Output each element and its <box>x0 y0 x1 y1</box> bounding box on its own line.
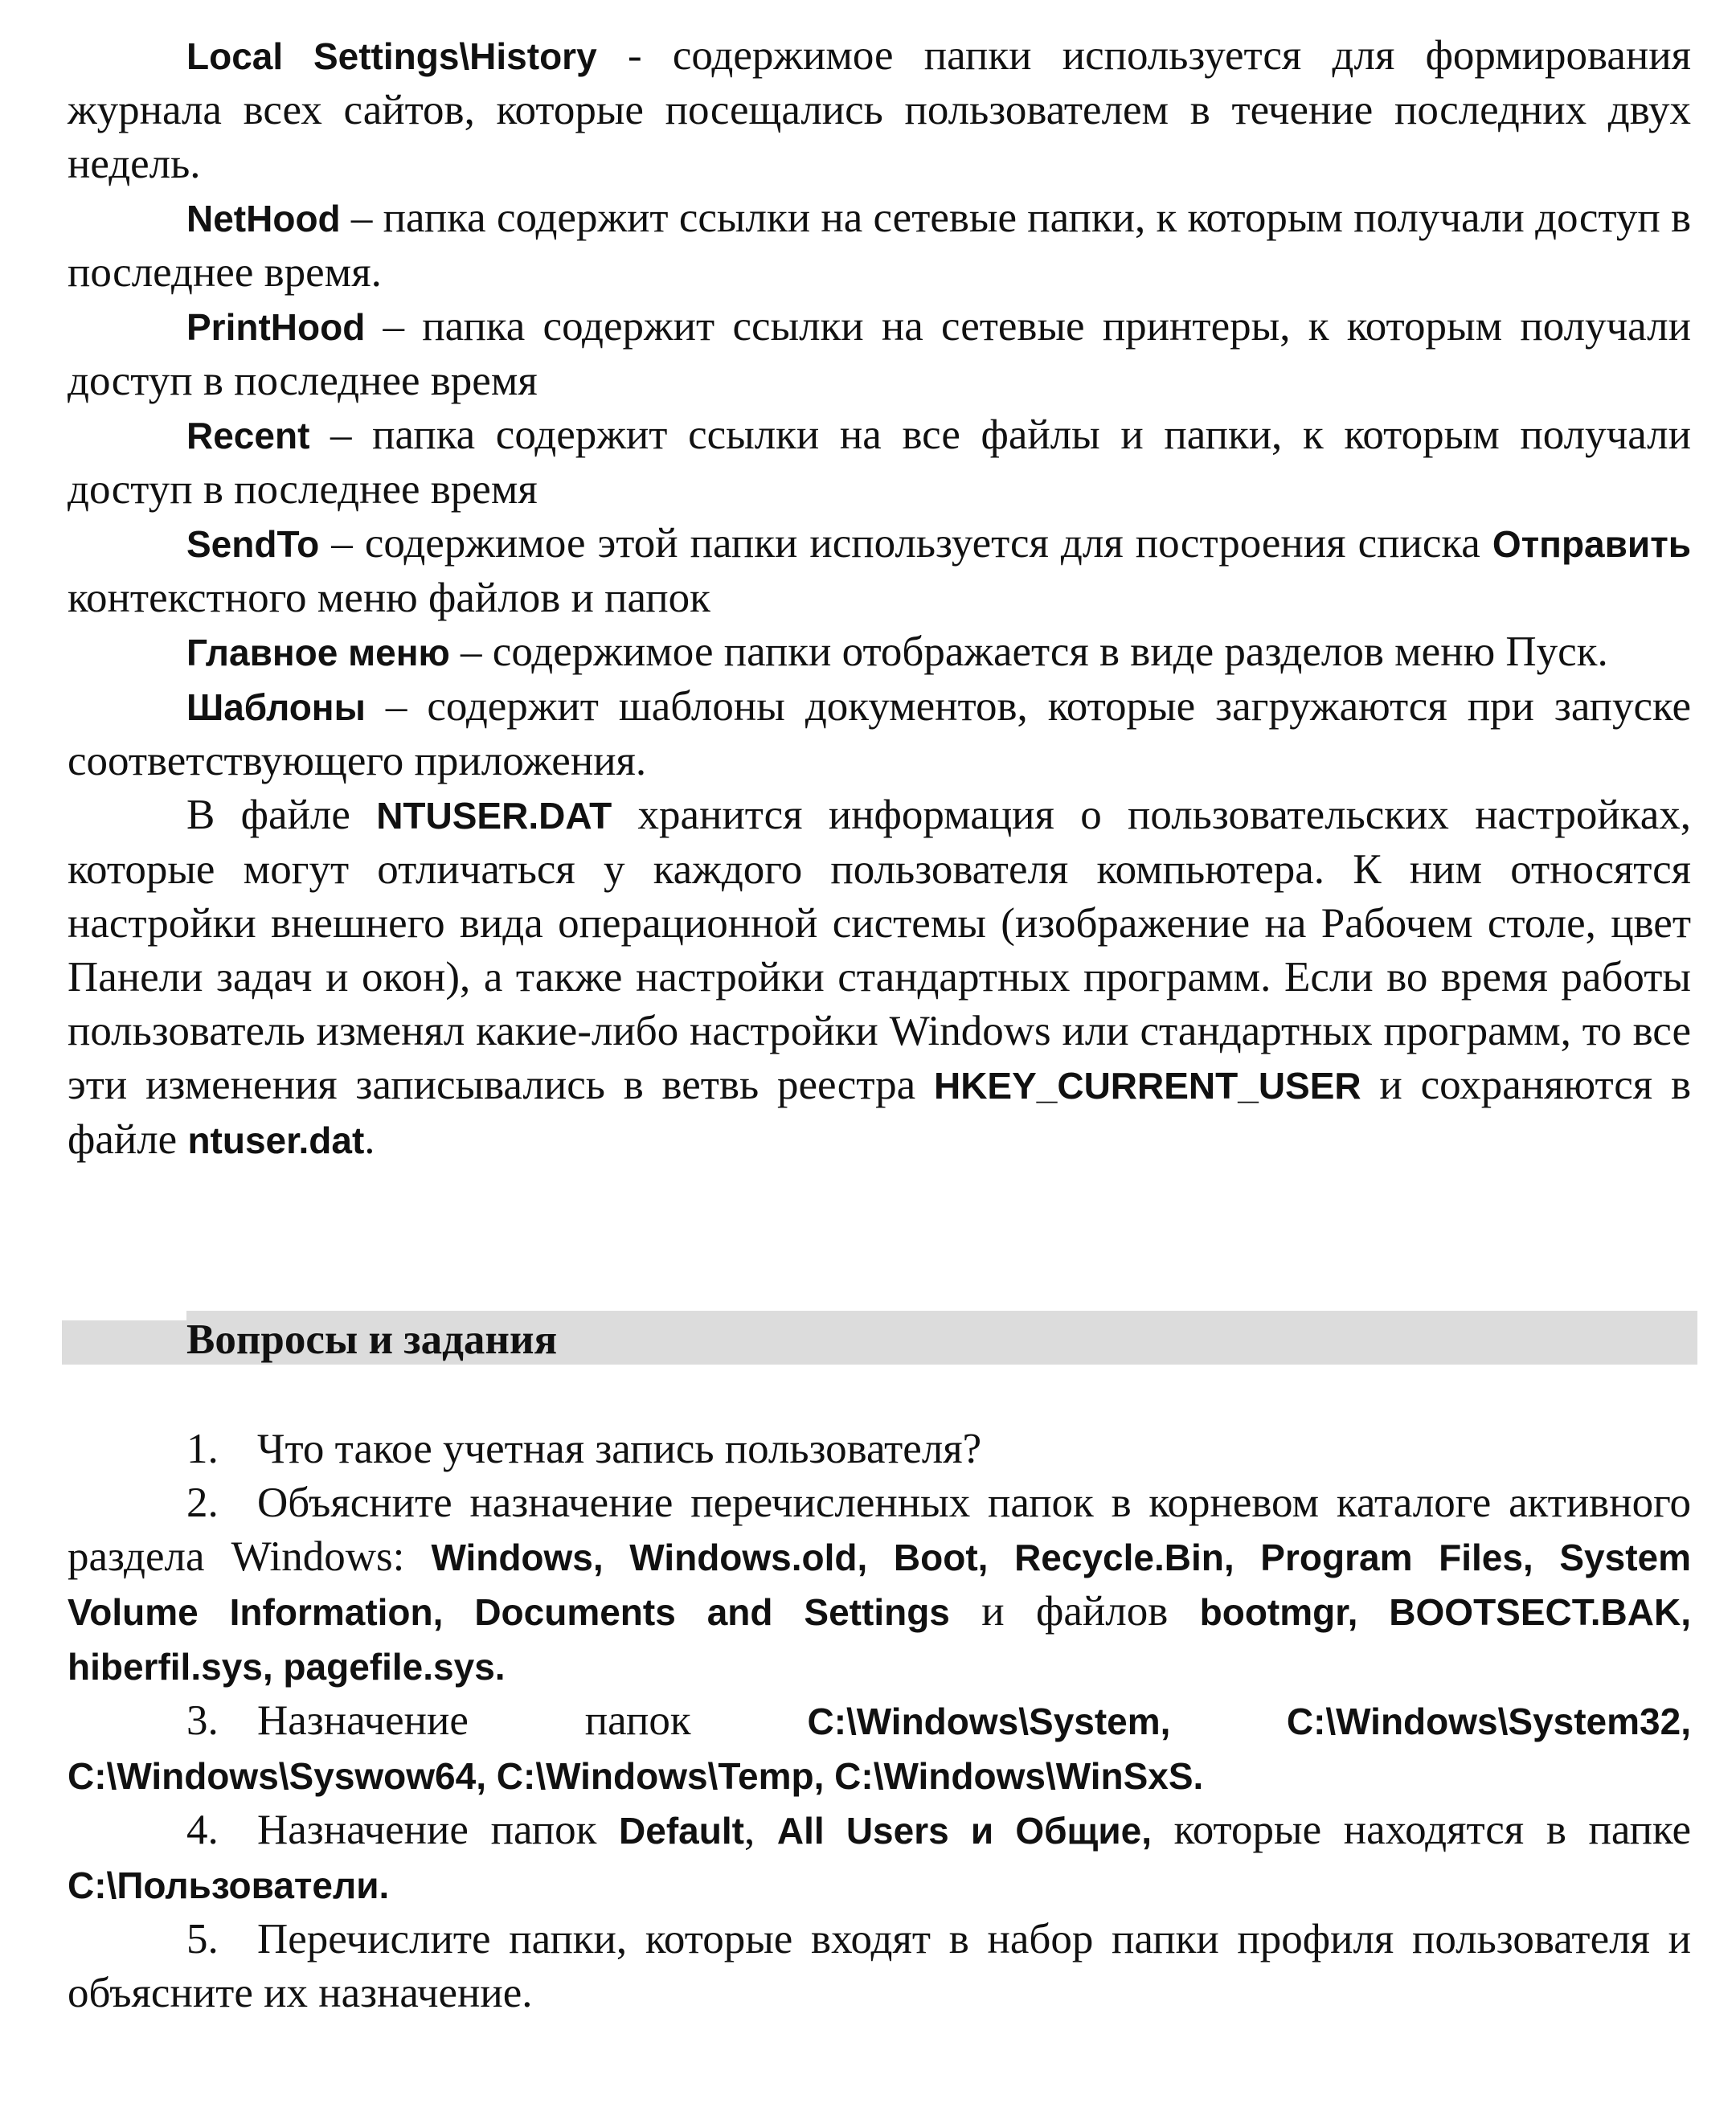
paragraph-nethood <box>68 191 1691 300</box>
question-1 <box>68 1422 1691 1476</box>
paragraph-text: В файле <box>186 792 377 838</box>
question-files: bootmgr, BOOTSECT.BAK, hiberfil.sys, pagefile.sys. <box>68 1591 1691 1688</box>
question-number: 1. <box>186 1426 219 1472</box>
question-number: 2. <box>186 1480 219 1526</box>
paragraph-ntuser <box>68 788 1691 1168</box>
paragraph-templates <box>68 680 1691 788</box>
question-text: которые находятся в папке <box>1152 1807 1692 1853</box>
question-number: 5. <box>186 1916 219 1963</box>
term-send-menu: Отправить <box>1492 523 1691 565</box>
question-text: Назначение папок <box>257 1697 808 1744</box>
question-text: и файлов <box>949 1588 1200 1635</box>
document-page <box>68 29 1691 2020</box>
paragraph-text: и сохраняются в файле <box>68 1062 1691 1163</box>
question-5 <box>68 1913 1691 2020</box>
paragraph-start-menu <box>68 625 1691 680</box>
term-ntuser-dat: NTUSER.DAT <box>376 795 612 837</box>
term-printhood: PrintHood <box>186 306 366 348</box>
question-text: Назначение папок <box>257 1807 620 1853</box>
paragraph-text: – папка содержит ссылки на сетевые принтеры, к которым получали доступ в последнее время <box>68 303 1691 404</box>
term-nethood: NetHood <box>186 198 341 239</box>
question-number: 3. <box>186 1697 219 1744</box>
spacer <box>68 1168 1691 1311</box>
paragraph-text: – папка содержит ссылки на все файлы и папки, к которым получали доступ в последнее время <box>68 411 1691 513</box>
paragraph-printhood <box>68 300 1691 408</box>
paragraph-text: . <box>364 1116 375 1163</box>
question-3 <box>68 1694 1691 1803</box>
term-local-settings-history: Local Settings\History <box>186 35 597 77</box>
paragraph-text: – содержимое папки отображается в виде разделов меню Пуск. <box>449 628 1608 675</box>
question-default: Default <box>619 1810 744 1852</box>
paragraph-local-settings-history <box>68 29 1691 191</box>
section-header-notch <box>62 1311 186 1320</box>
section-title: Вопросы и задания <box>186 1316 558 1363</box>
paragraph-text: – содержимое этой папки используется для построения списка <box>319 520 1492 567</box>
term-recent: Recent <box>186 415 310 456</box>
question-2 <box>68 1476 1691 1694</box>
term-start-menu: Главное меню <box>186 632 450 673</box>
question-text: , <box>743 1807 777 1853</box>
paragraph-text: хранится информация о пользовательских настройках, которые могут отличаться у каждого пользователя компьютера. К ним относятся настройки внешнего вида операционной системы (изображение на Рабочем столе, цвет Панели задач и окон), а также настройки стандартных программ. Если во время работы пользователь изменял какие-либо настройки Windows или стандартных программ, то все эти изменения записывались в ветвь реестра <box>68 792 1691 1108</box>
question-folders: Windows, Windows.old, Boot, Recycle.Bin, Program Files, System Volume Information, Documents and Settings <box>68 1537 1691 1633</box>
question-users-path: C:\Пользователи. <box>68 1864 390 1906</box>
question-text: Перечислите папки, которые входят в набор папки профиля пользователя и объясните их назначение. <box>68 1916 1691 2016</box>
term-templates: Шаблоны <box>186 686 366 728</box>
paragraph-text: – папка содержит ссылки на сетевые папки, к которым получали доступ в последнее время. <box>68 194 1691 296</box>
paragraph-recent <box>68 408 1691 517</box>
question-number: 4. <box>186 1807 219 1853</box>
question-all-users: All Users и Общие, <box>776 1810 1152 1852</box>
paragraph-text: - содержимое папки используется для формирования журнала всех сайтов, которые посещались пользователем в течение последних двух недель. <box>68 32 1691 187</box>
spacer <box>68 1365 1691 1422</box>
question-paths: C:\Windows\System, C:\Windows\System32, C:\Windows\Syswow64, C:\Windows\Temp, C:\Windows\WinSxS. <box>68 1701 1691 1797</box>
term-ntuser-dat-lower: ntuser.dat <box>187 1119 365 1161</box>
paragraph-text: – содержит шаблоны документов, которые загружаются при запуске соответствующего приложения. <box>68 683 1691 784</box>
term-hkey-current-user: HKEY_CURRENT_USER <box>933 1065 1361 1107</box>
question-text: Объясните назначение перечисленных папок в корневом каталоге активного раздела Windows: <box>68 1480 1691 1580</box>
section-header <box>62 1311 1697 1365</box>
question-4 <box>68 1803 1691 1913</box>
term-sendto: SendTo <box>186 523 320 565</box>
question-text: Что такое учетная запись пользователя? <box>257 1426 982 1472</box>
paragraph-text: контекстного меню файлов и папок <box>68 575 710 621</box>
paragraph-sendto <box>68 517 1691 625</box>
